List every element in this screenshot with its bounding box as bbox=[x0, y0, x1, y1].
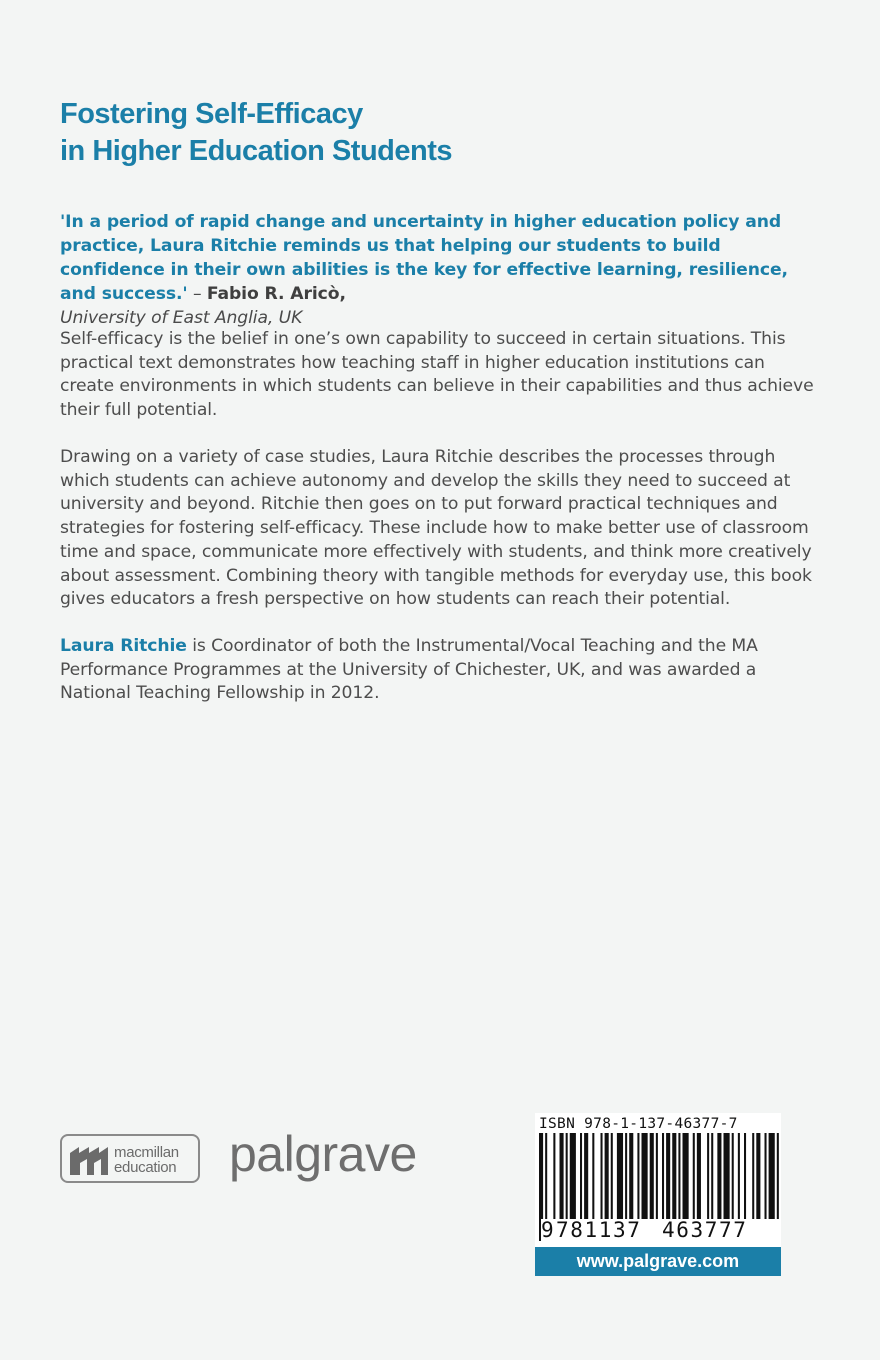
description-paragraph-2: Drawing on a variety of case studies, Laura Ritchie describes the processes through which students can achieve autonomy and develop the skills they need to succeed at university and beyond. Ritchie then goes on to put forward practical techniques and strategies for fostering self-efficacy. These include how to make better use of classroom time and space, communicate more effectively with students, and think more creatively about assessment. Combining theory with tangible methods for everyday use, this book gives educators a fresh perspective on how students can reach their potential. bbox=[60, 447, 812, 610]
author-name: Laura Ritchie bbox=[60, 636, 187, 656]
barcode-digit-first: 9 bbox=[541, 1218, 554, 1242]
barcode-digits-right: 463777 bbox=[662, 1218, 748, 1242]
endorsement-author: Fabio R. Aricò, bbox=[206, 284, 346, 304]
barcode-bar bbox=[637, 1133, 639, 1219]
barcode-bar bbox=[724, 1133, 730, 1219]
macmillan-education-logo bbox=[60, 1134, 200, 1183]
barcode-bar bbox=[744, 1133, 746, 1219]
book-title-line1: Fostering Self-Efficacy bbox=[60, 98, 363, 130]
barcode-bar bbox=[650, 1133, 654, 1219]
barcode-bar bbox=[693, 1133, 695, 1219]
barcode-bar bbox=[629, 1133, 633, 1219]
isbn-label: ISBN 978-1-137-46377-7 bbox=[539, 1116, 738, 1132]
barcode-bar bbox=[707, 1133, 709, 1219]
barcode-bar bbox=[769, 1133, 775, 1219]
barcode-bar bbox=[601, 1133, 603, 1219]
barcode-bar bbox=[732, 1133, 734, 1219]
palgrave-logo: palgrave bbox=[229, 1126, 417, 1182]
barcode-bar bbox=[697, 1133, 701, 1219]
barcode-bar bbox=[605, 1133, 609, 1219]
macmillan-wordmark bbox=[114, 1145, 179, 1175]
barcode-bar bbox=[752, 1133, 754, 1219]
author-bio-text: is Coordinator of both the Instrumental/Vocal Teaching and the MA Performance Programmes at the University of Chichester, UK, and was awarded a National Teaching Fellowship in 2012. bbox=[60, 636, 758, 704]
book-title-line2: in Higher Education Students bbox=[60, 135, 453, 167]
barcode-bar bbox=[625, 1133, 627, 1219]
barcode-bar bbox=[642, 1133, 648, 1219]
macmillan-line2: education bbox=[114, 1159, 177, 1176]
barcode-bar bbox=[672, 1133, 676, 1219]
barcode-bar bbox=[584, 1133, 588, 1219]
barcode-bar bbox=[666, 1133, 670, 1219]
barcode-bar bbox=[738, 1133, 740, 1219]
endorsement-blurb bbox=[60, 210, 820, 330]
barcode-bar bbox=[777, 1133, 779, 1219]
barcode-bar bbox=[611, 1133, 613, 1219]
barcode-bar bbox=[570, 1133, 576, 1219]
macmillan-m-icon bbox=[70, 1145, 108, 1175]
barcode-bar bbox=[756, 1133, 760, 1219]
barcode-bar bbox=[711, 1133, 713, 1219]
barcode-bar bbox=[765, 1133, 767, 1219]
endorsement-quote: 'In a period of rapid change and uncertainty in higher education policy and practice, Laura Ritchie reminds us that helping our students to build confidence in their own abilities is the key for effective learning, resilience, and success.' bbox=[60, 212, 788, 304]
publisher-url[interactable]: www.palgrave.com bbox=[535, 1247, 781, 1276]
barcode-digits-left: 781137 bbox=[556, 1218, 642, 1242]
barcode-bar bbox=[592, 1133, 594, 1219]
barcode-bar bbox=[662, 1133, 664, 1219]
endorsement-dash: – bbox=[187, 284, 207, 304]
barcode-bar bbox=[553, 1133, 555, 1219]
endorsement-institution: University of East Anglia, UK bbox=[60, 308, 303, 328]
barcode-bar bbox=[717, 1133, 721, 1219]
barcode-bar bbox=[580, 1133, 582, 1219]
book-title bbox=[60, 96, 820, 170]
barcode-bar bbox=[617, 1133, 623, 1219]
barcode-bar bbox=[566, 1133, 568, 1219]
barcode-bar bbox=[656, 1133, 658, 1219]
macmillan-line1: macmillan bbox=[114, 1144, 179, 1161]
description-paragraph-1: Self-efficacy is the belief in one’s own capability to succeed in certain situations. This practical text demonstrates how teaching staff in higher education institutions can create environments in which students can believe in their capabilities and thus achieve their full potential. bbox=[60, 329, 814, 421]
barcode-bar bbox=[560, 1133, 564, 1219]
author-bio bbox=[60, 635, 820, 706]
